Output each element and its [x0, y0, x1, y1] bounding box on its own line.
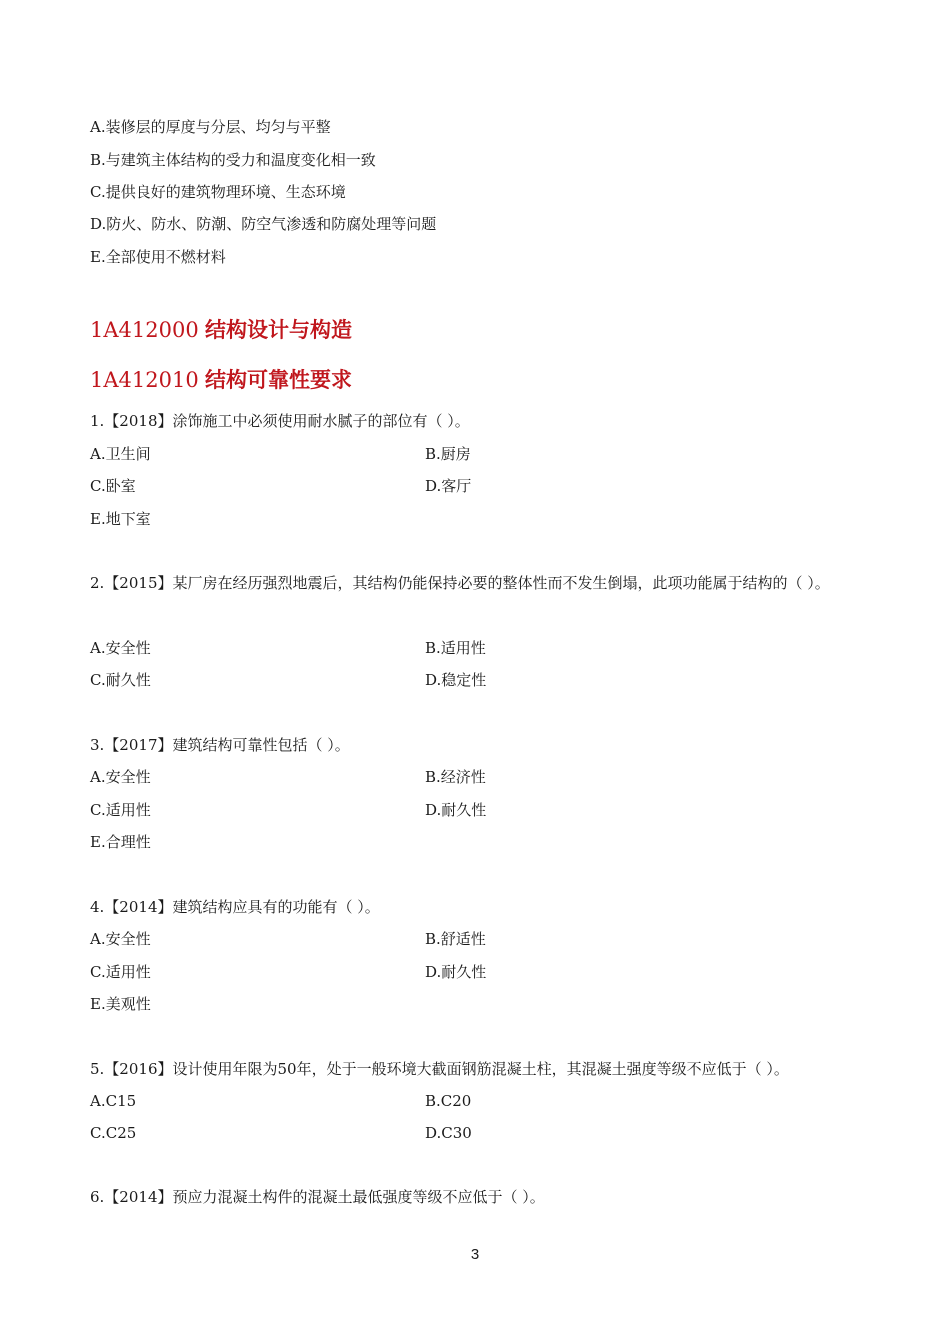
question-stem: 1.【2018】涂饰施工中必须使用耐水腻子的部位有（ ）。: [90, 412, 470, 430]
option-a: A.卫生间: [90, 445, 151, 463]
option-line: E.全部使用不燃材料: [90, 248, 226, 266]
subsection-code: 1A412010: [90, 368, 199, 392]
question-stem: 6.【2014】预应力混凝土构件的混凝土最低强度等级不应低于（ ）。: [90, 1188, 545, 1206]
option-b: B.C20: [425, 1092, 472, 1110]
option-c: C.适用性: [90, 801, 151, 819]
option-d: D.客厅: [425, 477, 472, 495]
question-stem: 2.【2015】某厂房在经历强烈地震后，其结构仍能保持必要的整体性而不发生倒塌，此项功能属于结构的（ ）。: [90, 574, 830, 592]
option-a: A.安全性: [90, 639, 151, 657]
option-a: A.安全性: [90, 930, 151, 948]
subsection-heading: [90, 366, 352, 394]
question-stem: 5.【2016】设计使用年限为50年，处于一般环境大截面钢筋混凝土柱，其混凝土强度等级不应低于（ ）。: [90, 1060, 789, 1078]
option-d: D.C30: [425, 1124, 472, 1142]
section-code: 1A412000: [90, 318, 199, 342]
option-d: D.耐久性: [425, 801, 487, 819]
question-stem: 4.【2014】建筑结构应具有的功能有（ ）。: [90, 898, 380, 916]
option-e: E.合理性: [90, 833, 151, 851]
option-e: E.地下室: [90, 510, 151, 528]
question-stem: 3.【2017】建筑结构可靠性包括（ ）。: [90, 736, 350, 754]
option-d: D.耐久性: [425, 963, 487, 981]
option-d: D.稳定性: [425, 671, 487, 689]
page-number: 3: [470, 1246, 480, 1263]
option-b: B.适用性: [425, 639, 486, 657]
option-b: B.舒适性: [425, 930, 486, 948]
option-c: C.C25: [90, 1124, 137, 1142]
option-a: A.C15: [90, 1092, 137, 1110]
option-e: E.美观性: [90, 995, 151, 1013]
option-b: B.厨房: [425, 445, 471, 463]
option-c: C.卧室: [90, 477, 136, 495]
option-line: B.与建筑主体结构的受力和温度变化相一致: [90, 151, 376, 169]
option-line: C.提供良好的建筑物理环境、生态环境: [90, 183, 346, 201]
option-line: D.防火、防水、防潮、防空气渗透和防腐处理等问题: [90, 215, 437, 233]
option-c: C.适用性: [90, 963, 151, 981]
option-a: A.安全性: [90, 768, 151, 786]
option-line: A.装修层的厚度与分层、均匀与平整: [90, 118, 331, 136]
section-heading: [90, 316, 352, 344]
subsection-title: 结构可靠性要求: [205, 368, 352, 392]
section-title: 结构设计与构造: [205, 318, 352, 342]
option-c: C.耐久性: [90, 671, 151, 689]
option-b: B.经济性: [425, 768, 486, 786]
